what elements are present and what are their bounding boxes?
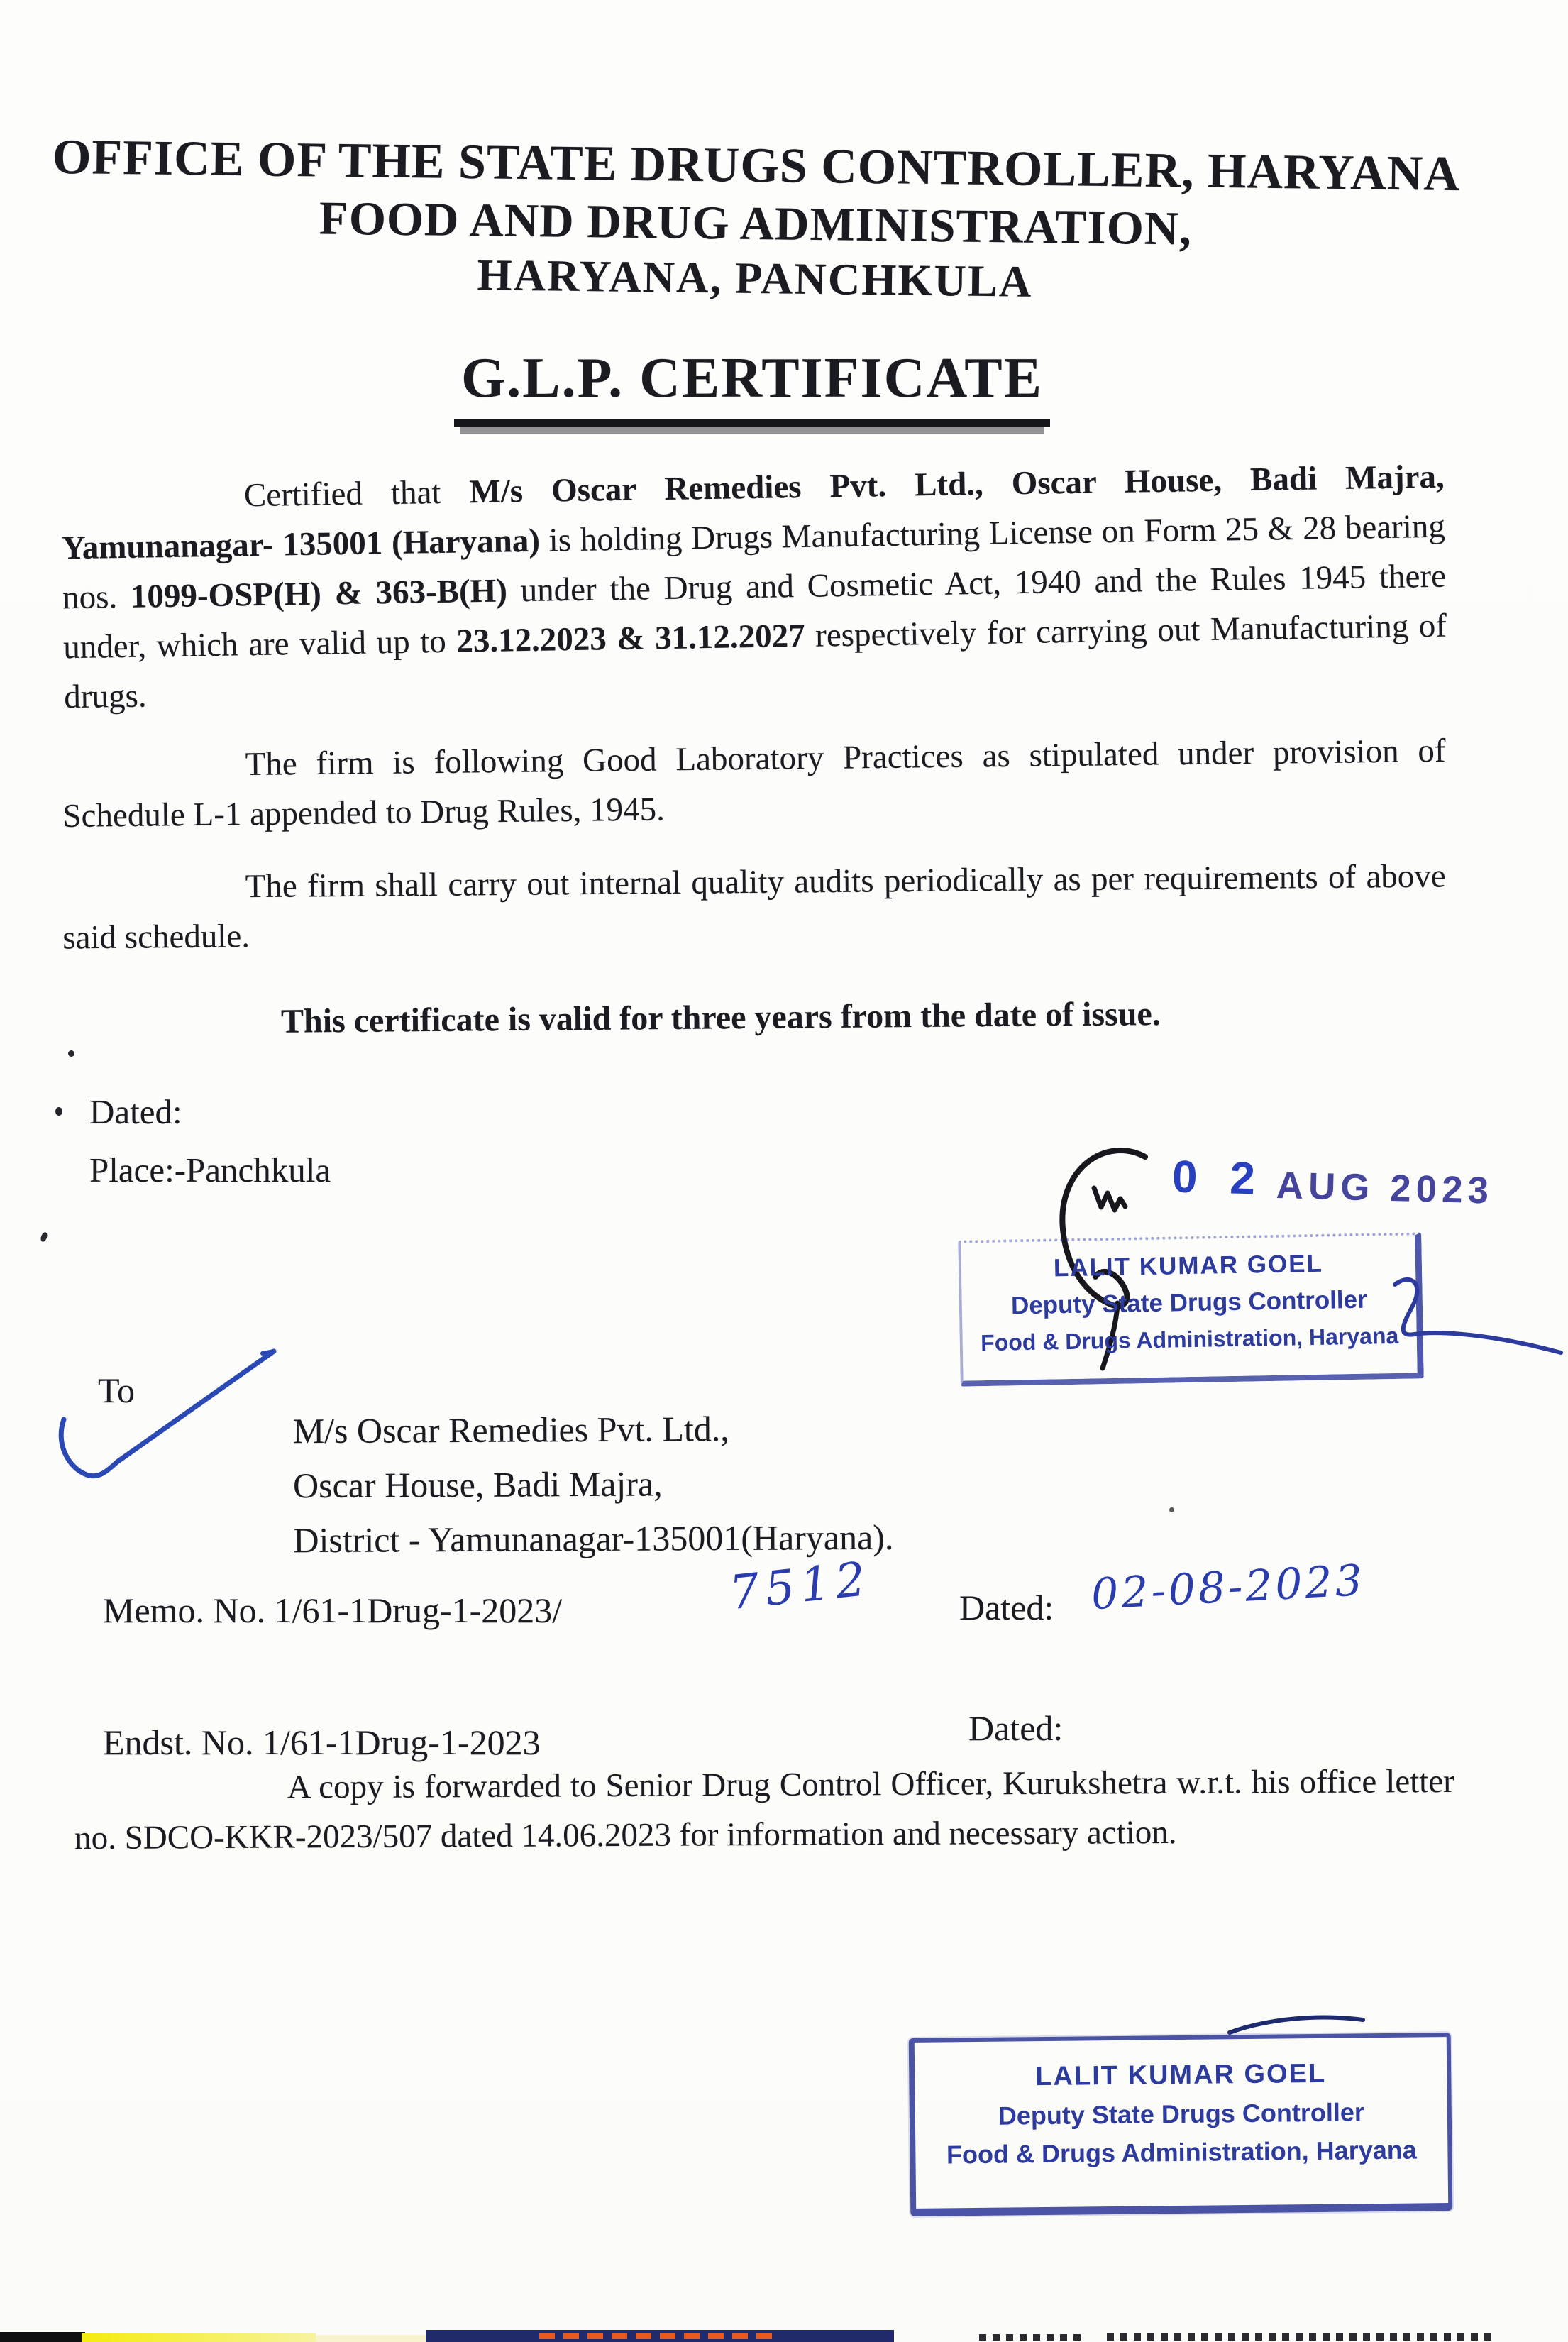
- endst-dated-label: Dated:: [968, 1708, 1064, 1748]
- validity-note: This certificate is valid for three years from the date of issue.: [280, 995, 1161, 1040]
- scan-speck: [55, 1107, 62, 1116]
- scan-speck: [68, 1050, 74, 1057]
- page-title: G.L.P. CERTIFICATE: [454, 346, 1050, 427]
- scan-edge-segment: [979, 2334, 1086, 2341]
- scan-edge-segment: [0, 2332, 85, 2342]
- signature-flourish-ink: [1375, 1269, 1567, 1361]
- date-stamp-month-year: AUG 2023: [1276, 1165, 1494, 1212]
- stamp-officer-designation: Deputy State Drugs Controller: [998, 2097, 1365, 2131]
- office-name-line1: OFFICE OF THE STATE DRUGS CONTROLLER, HARYANA: [52, 129, 1461, 202]
- stamp-officer-designation: Deputy State Drugs Controller: [1010, 1285, 1367, 1320]
- place-line: Place:-Panchkula: [89, 1150, 331, 1189]
- memo-number-label: Memo. No. 1/61-1Drug-1-2023/: [103, 1590, 563, 1630]
- stamp-officer-name: LALIT KUMAR GOEL: [1053, 1249, 1324, 1282]
- recipient-line1: M/s Oscar Remedies Pvt. Ltd.,: [292, 1408, 729, 1451]
- checkmark-ink: [48, 1336, 293, 1488]
- date-stamp-day: 0 2: [1171, 1150, 1266, 1204]
- date-stamp: [1171, 1150, 1494, 1210]
- recipient-line2: Oscar House, Badi Majra,: [292, 1463, 663, 1506]
- scan-speck: [1169, 1507, 1174, 1512]
- dated-label: Dated:: [89, 1092, 182, 1131]
- glp-paragraph: The firm is following Good Laboratory Practices as stipulated under provision of Schedule L-1 appended to Drug Rules, 1945.: [62, 732, 1446, 835]
- stamp-officer-name: LALIT KUMAR GOEL: [1035, 2058, 1327, 2092]
- memo-handwritten-number: 7512: [727, 1551, 874, 1621]
- officer-stamp-upper: [958, 1232, 1423, 1386]
- stamp-officer-department: Food & Drugs Administration, Haryana: [946, 2135, 1417, 2170]
- officer-stamp-lower: [909, 2033, 1453, 2216]
- stamp-officer-department: Food & Drugs Administration, Haryana: [980, 1322, 1399, 1356]
- recipient-line3: District - Yamunanagar-135001(Haryana).: [293, 1517, 894, 1561]
- scan-edge-segment: [1107, 2333, 1497, 2341]
- endst-number-label: Endst. No. 1/61-1Drug-1-2023: [103, 1722, 541, 1762]
- scan-edge-print: [539, 2333, 773, 2339]
- memo-dated-label: Dated:: [959, 1588, 1054, 1627]
- scan-edge-segment: [316, 2335, 429, 2342]
- letterhead: [0, 127, 1512, 314]
- audit-paragraph: The firm shall carry out internal quality audits periodically as per requirements of above said schedule.: [62, 857, 1446, 957]
- title-row: [0, 346, 1504, 427]
- scan-edge-segment: [426, 2330, 894, 2342]
- certified-paragraph: Certified that M/s Oscar Remedies Pvt. Ltd., Oscar House, Badi Majra, Yamunanagar- 135001 (Haryana) is holding Drugs Manufacturing License on Form 25 & 28 bearing nos. 1099-OSP(H) & 363-B(H) under the Drug and Cosmetic Act, 1940 and the Rules 1945 there under, which are valid up to 23.12.2023 & 31.12.2027 respectively for carrying out Manufacturing of drugs.: [61, 458, 1447, 716]
- scan-edge-segment: [82, 2333, 316, 2342]
- office-name-line2: FOOD AND DRUG ADMINISTRATION,: [319, 192, 1193, 255]
- scan-speck: [40, 1231, 48, 1243]
- forwarding-paragraph: A copy is forwarded to Senior Drug Control Officer, Kurukshetra w.r.t. his office letter no. SDCO-KKR-2023/507 dated 14.06.2023 for information and necessary action.: [74, 1762, 1454, 1857]
- office-name-line3: HARYANA, PANCHKULA: [477, 250, 1033, 307]
- recipient-address: [292, 1401, 893, 1568]
- memo-handwritten-date: 02-08-2023: [1090, 1555, 1367, 1620]
- to-label: To: [98, 1370, 136, 1410]
